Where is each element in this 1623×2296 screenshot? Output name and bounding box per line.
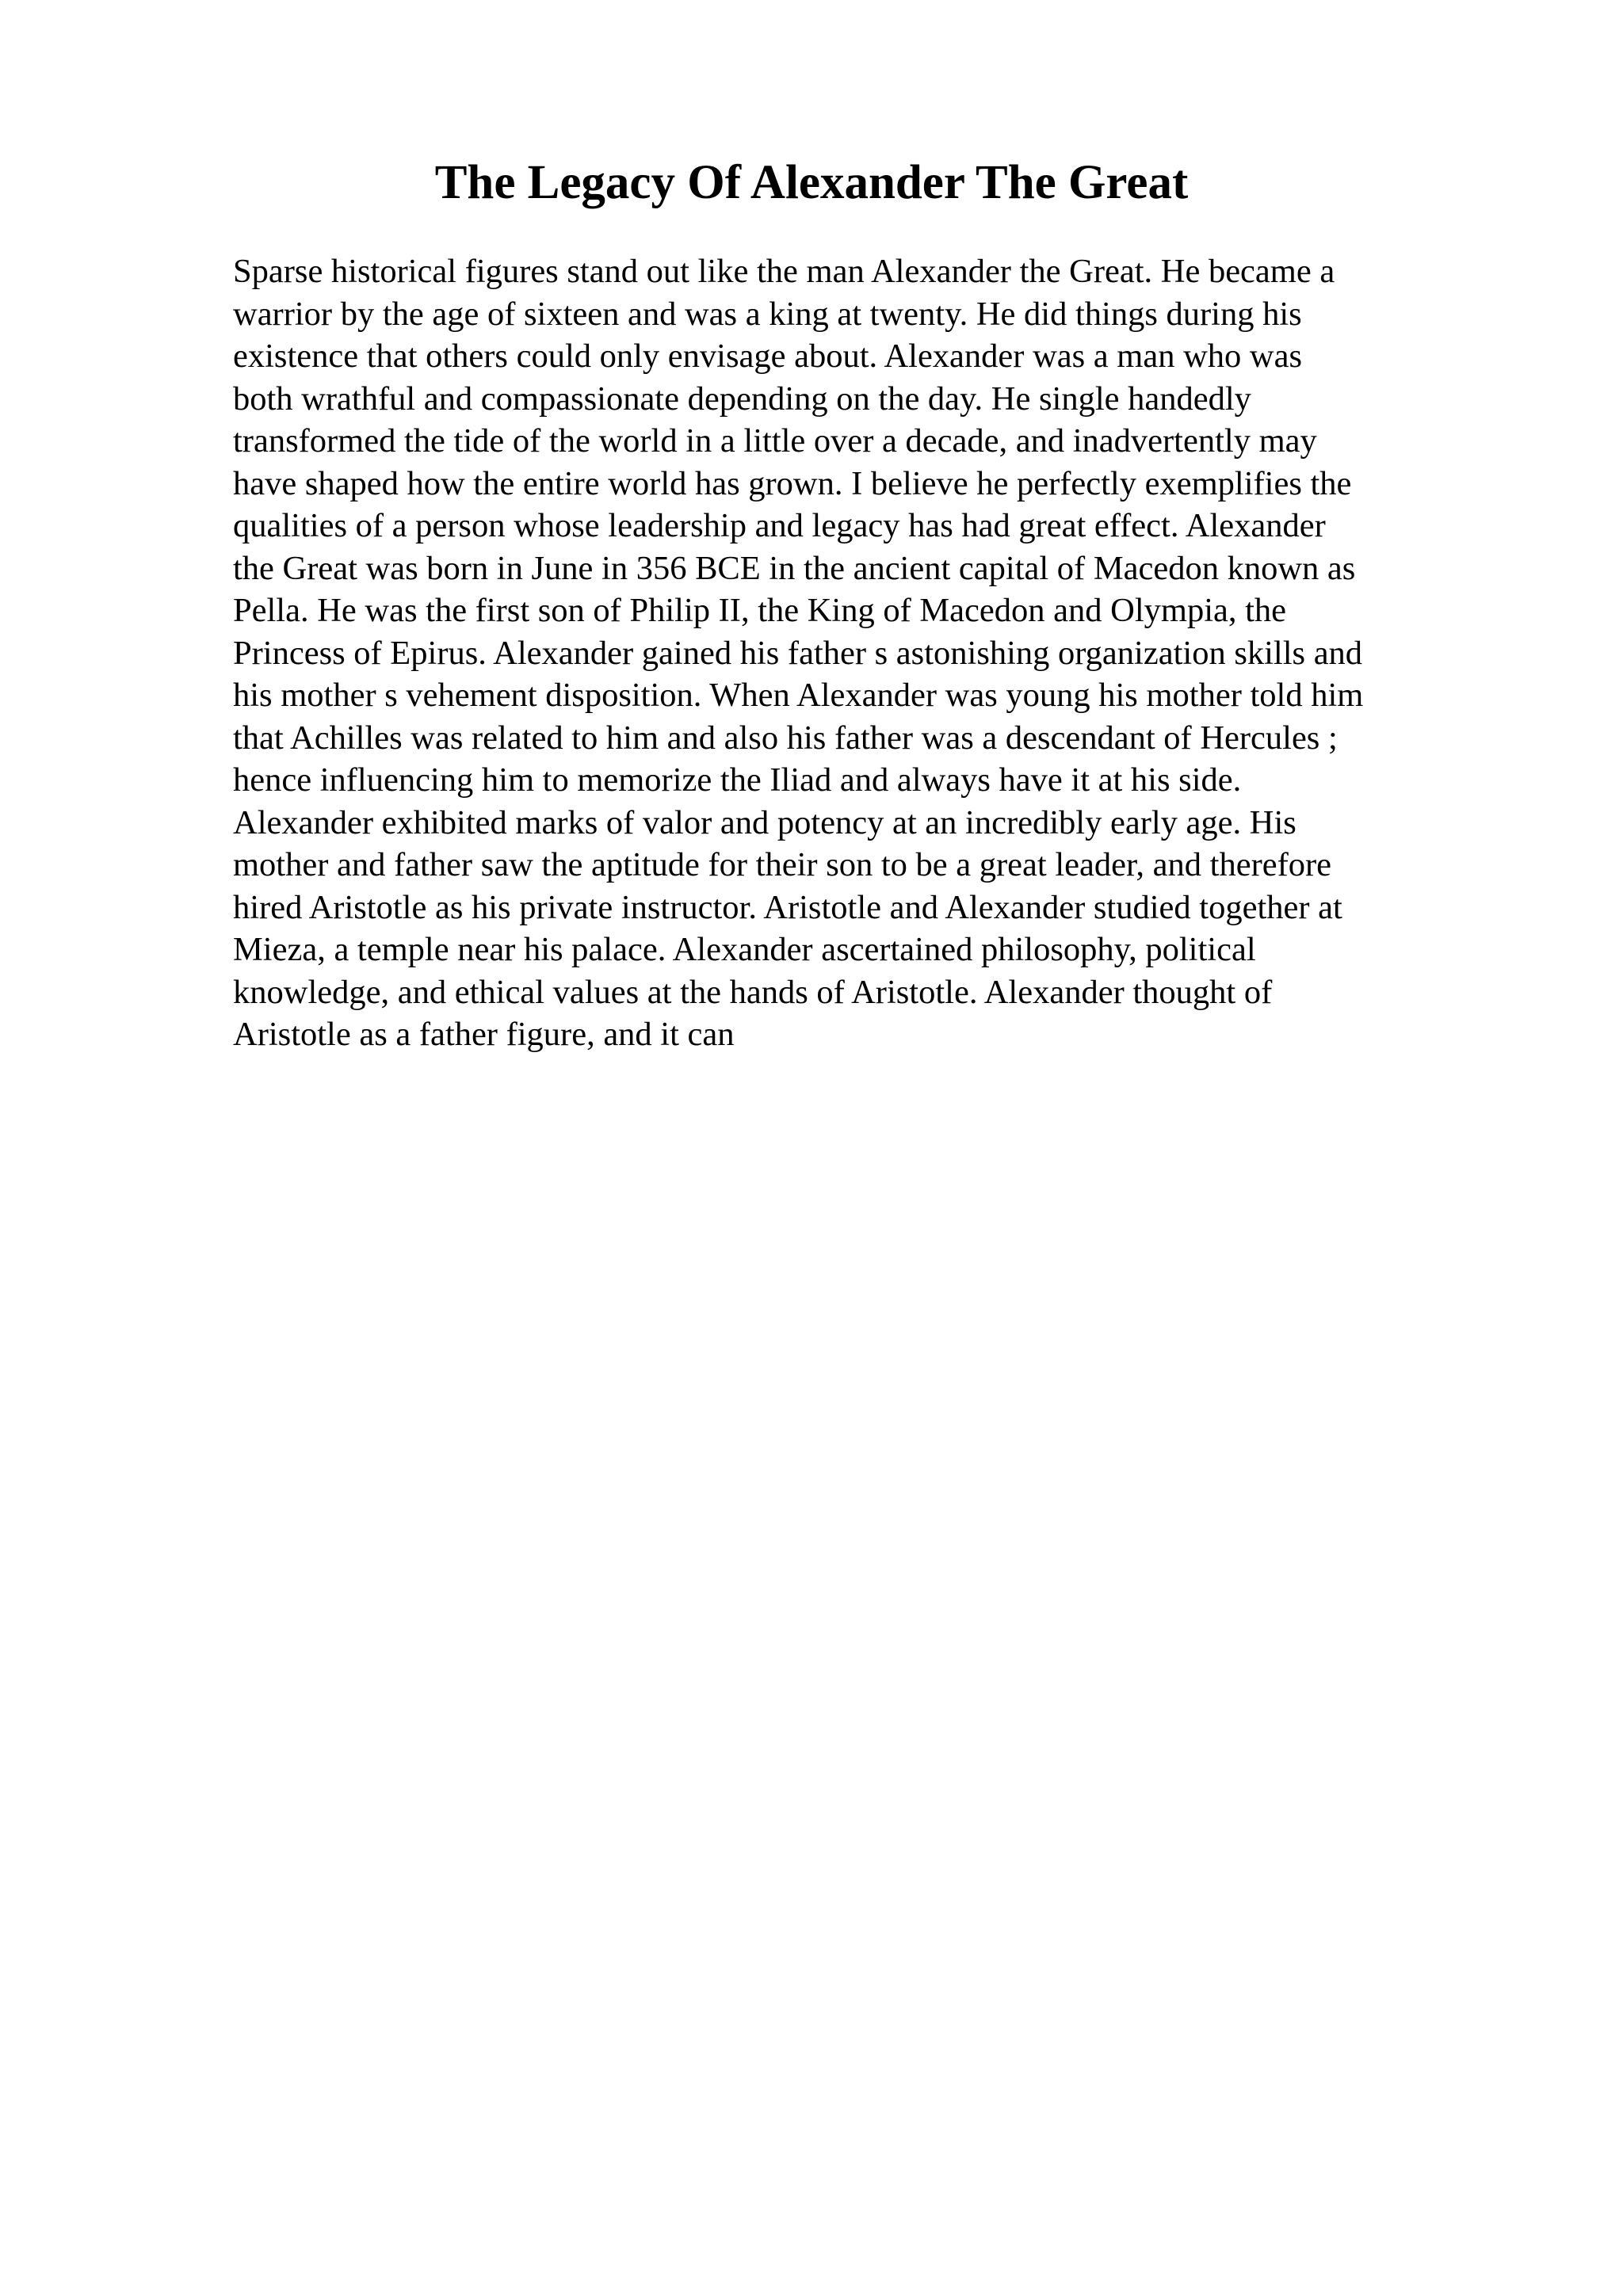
body-line: Aristotle as a father figure, and it can	[233, 1016, 735, 1053]
body-line: both wrathful and compassionate depending on the day. He single handedly	[233, 379, 1251, 418]
body-line: that Achilles was related to him and also his father was a descendant of Hercules ;	[233, 719, 1338, 757]
body-line: Princess of Epirus. Alexander gained his father s astonishing organization skills and	[233, 634, 1363, 672]
body-line: his mother s vehement disposition. When Alexander was young his mother told him	[233, 677, 1364, 714]
body-line: Pella. He was the first son of Philip II, the King of Macedon and Olympia, the	[233, 592, 1287, 629]
body-line: existence that others could only envisage about. Alexander was a man who was	[233, 338, 1302, 375]
document-title: The Legacy Of Alexander The Great	[434, 156, 1189, 209]
body-line: have shaped how the entire world has grown. I believe he perfectly exemplifies the	[233, 464, 1352, 502]
body-line: hence influencing him to memorize the Iliad and always have it at his side.	[233, 761, 1242, 799]
document-body	[233, 250, 1501, 1056]
body-line: knowledge, and ethical values at the hands of Aristotle. Alexander thought of	[233, 973, 1273, 1011]
body-line: Sparse historical figures stand out like the man Alexander the Great. He became a	[233, 253, 1335, 290]
body-line: the Great was born in June in 356 BCE in the ancient capital of Macedon known as	[233, 549, 1356, 587]
body-line: qualities of a person whose leadership and legacy has had great effect. Alexander	[233, 507, 1326, 544]
body-line: hired Aristotle as his private instructor. Aristotle and Alexander studied together at	[233, 888, 1342, 926]
body-line: transformed the tide of the world in a little over a decade, and inadvertently may	[233, 422, 1317, 460]
body-line: warrior by the age of sixteen and was a king at twenty. He did things during his	[233, 295, 1302, 333]
body-line: mother and father saw the aptitude for their son to be a great leader, and therefore	[233, 846, 1332, 883]
body-line: Mieza, a temple near his palace. Alexander ascertained philosophy, political	[233, 931, 1256, 968]
body-line: Alexander exhibited marks of valor and potency at an incredibly early age. His	[233, 803, 1296, 841]
